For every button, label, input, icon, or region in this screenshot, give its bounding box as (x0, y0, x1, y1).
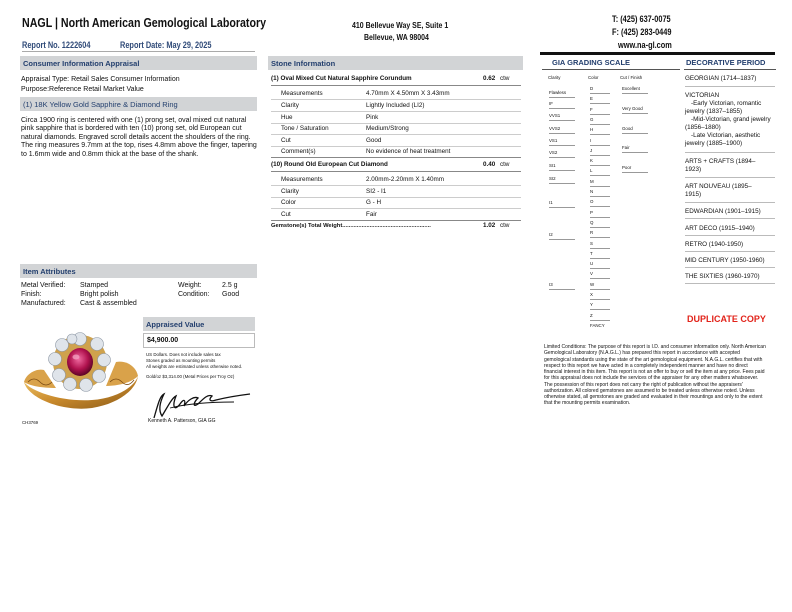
gia-cut-3-rule (622, 152, 648, 153)
gia-color-4: H (590, 127, 594, 133)
gia-clarity-5: VS2 (549, 150, 558, 155)
gia-clarity-1-rule (549, 108, 575, 109)
gia-color-22-rule (590, 320, 610, 321)
gia-color-1-rule (590, 103, 610, 104)
total-weight-unit: ctw (500, 222, 510, 229)
gia-color-22: Z (590, 312, 593, 318)
gia-clarity-3: VVS2 (549, 126, 561, 131)
stone2-value-1: SI2 - I1 (366, 188, 387, 195)
stone2-value-0: 2.00mm-2.20mm X 1.40mm (366, 176, 445, 183)
period-sixties: THE SIXTIES (1960-1970) (685, 273, 760, 280)
stone1-label-3: Tone / Saturation (281, 125, 329, 132)
gia-color-2-rule (590, 114, 610, 115)
period-victorian: VICTORIAN (685, 92, 720, 99)
gia-cut-3: Fair (622, 145, 630, 150)
gia-color-10-rule (590, 196, 610, 197)
gia-color-11: O (590, 199, 594, 205)
attributes-heading: Item Attributes (20, 264, 257, 278)
gia-clarity-6-rule (549, 170, 575, 171)
gia-color-8-rule (590, 175, 610, 176)
gia-color-10: N (590, 189, 594, 194)
gia-clarity-6: SI1 (549, 163, 556, 168)
gia-color-6: J (590, 147, 593, 153)
manufactured-label: Manufactured: (21, 300, 66, 307)
gia-color-21-rule (590, 309, 610, 310)
gia-color-12: P (590, 209, 593, 215)
period-victorian-early: -Early Victorian, romantic jewelry (1837–1855) (685, 100, 762, 115)
gia-color-18: V (590, 271, 593, 277)
gia-color-23: FANCY (590, 322, 605, 328)
gia-color-7-rule (590, 165, 610, 166)
gia-col-clarity: Clarity (548, 75, 561, 80)
gia-color-11-rule (590, 206, 610, 207)
address-line2: Bellevue, WA 98004 (364, 32, 429, 42)
stone2-label-2: Color (281, 199, 297, 206)
stone1-value-4: Good (366, 137, 382, 144)
gia-color-14: R (590, 230, 594, 236)
stone1-label-0: Measurements (281, 90, 323, 97)
gia-color-18-rule (590, 278, 610, 279)
gia-color-6-rule (590, 155, 610, 156)
gia-col-cut: Cut / Finish (620, 75, 643, 80)
condition-value: Good (222, 291, 240, 298)
gia-color-3: G (590, 116, 594, 122)
condition-label: Condition: (178, 291, 210, 298)
gia-cut-4: Poor (622, 165, 632, 170)
weight-value: 2.5 g (222, 282, 238, 289)
stone2-label-1: Clarity (281, 188, 299, 195)
appraised-note2: Stones graded as mounting permits (146, 358, 216, 363)
period-victorian-late: -Late Victorian, aesthetic jewelry (1885–1900) (685, 132, 761, 147)
gia-clarity-10-rule (549, 289, 575, 290)
duplicate-copy-stamp: DUPLICATE COPY (687, 314, 766, 324)
gia-color-7: K (590, 158, 593, 164)
gia-color-0-rule (590, 93, 610, 94)
gia-clarity-0: Flawless (549, 90, 567, 95)
stone1-value-3: Medium/Strong (366, 125, 409, 132)
gia-clarity-4-rule (549, 145, 575, 146)
gia-color-0: D (590, 86, 594, 91)
stone1-value-5: No evidence of heat treatment (366, 148, 451, 155)
stone1-title: (1) Oval Mixed Cut Natural Sapphire Corundum (271, 75, 412, 82)
fax: F: (425) 283-0449 (612, 27, 672, 37)
report-number: Report No. 1222604 (22, 40, 91, 50)
total-weight-value: 1.02 (483, 222, 496, 229)
gia-heading: GIA GRADING SCALE (542, 58, 680, 70)
period-art-nouveau: ART NOUVEAU (1895–1915) (685, 183, 752, 198)
header-divider-right (540, 52, 775, 55)
gia-color-19: W (590, 281, 595, 287)
stone1-value-2: Pink (366, 114, 379, 121)
gia-color-15-rule (590, 248, 610, 249)
appraised-note3: All weights are estimated unless otherwise noted. (146, 364, 243, 369)
gia-clarity-8: I1 (549, 200, 553, 205)
gia-color-1: E (590, 96, 593, 102)
gia-color-2: F (590, 106, 593, 112)
lab-title: NAGL | North American Gemological Laboratory (22, 15, 267, 30)
gia-color-16: T (590, 250, 593, 256)
header-divider-left (22, 51, 255, 52)
stone2-label-3: Cut (281, 211, 291, 218)
weight-label: Weight: (178, 282, 202, 289)
stone1-value-0: 4.70mm X 4.50mm X 3.43mm (366, 90, 450, 97)
period-mid-century: MID CENTURY (1950-1960) (685, 257, 765, 264)
gia-clarity-2-rule (549, 120, 575, 121)
gia-cut-2-rule (622, 133, 648, 134)
stone2-unit: ctw (500, 161, 510, 168)
gia-cut-0-rule (622, 93, 648, 94)
stone2-title: (10) Round Old European Cut Diamond (271, 161, 388, 168)
stone2-weight: 0.40 (483, 161, 496, 168)
gia-color-17-rule (590, 268, 610, 269)
stone1-divider (271, 85, 521, 86)
gia-color-9-rule (590, 186, 610, 187)
appraised-note1: US Dollars. Does not include sales tax (146, 352, 221, 357)
gia-color-5-rule (590, 145, 610, 146)
total-weight-label: Gemstone(s) Total Weight....................................................... (271, 223, 431, 229)
phone: T: (425) 637-0075 (612, 14, 671, 24)
period-victorian-mid: -Mid-Victorian, grand jewelry (1856–1880) (685, 116, 771, 131)
gia-col-color: Color (588, 75, 599, 80)
gia-color-12-rule (590, 217, 610, 218)
gia-color-8: L (590, 168, 593, 174)
gia-color-15: S (590, 240, 593, 246)
gia-cut-1: Very Good (622, 106, 643, 111)
stone1-unit: ctw (500, 75, 510, 82)
gia-cut-0: Excellent (622, 86, 640, 91)
gia-color-13: Q (590, 219, 594, 225)
stone2-value-2: G - H (366, 199, 382, 206)
period-retro: RETRO (1940-1950) (685, 241, 744, 248)
gia-color-16-rule (590, 258, 610, 259)
gia-clarity-3-rule (549, 133, 575, 134)
consumer-heading: Consumer Information Appraisal (20, 56, 257, 70)
appraiser-name: Kenneth A. Patterson, GIA GG (148, 418, 216, 424)
stone1-label-4: Cut (281, 137, 291, 144)
stone1-value-1: Lightly Included (LI2) (366, 102, 425, 109)
address-line1: 410 Bellevue Way SE, Suite 1 (352, 20, 449, 30)
period-art-deco: ART DECO (1915–1940) (685, 225, 755, 232)
stone1-weight: 0.62 (483, 75, 496, 82)
gia-cut-4-rule (622, 172, 648, 173)
gia-clarity-8-rule (549, 207, 575, 208)
gia-clarity-0-rule (549, 97, 575, 98)
gia-color-19-rule (590, 289, 610, 290)
ring-photo (22, 330, 140, 416)
gia-clarity-2: VVS1 (549, 113, 561, 118)
metal-label: Metal Verified: (21, 282, 66, 289)
appraisal-type: Appraisal Type: Retail Sales Consumer Information (21, 76, 180, 83)
period-arts-crafts: ARTS + CRAFTS (1894–1923) (685, 158, 756, 173)
stone2-label-0: Measurements (281, 176, 323, 183)
gia-clarity-1: IF (549, 101, 553, 106)
gia-color-20-rule (590, 299, 610, 300)
gia-color-9: M (590, 178, 594, 184)
gia-color-14-rule (590, 237, 610, 238)
stone1-label-1: Clarity (281, 102, 299, 109)
gia-cut-1-rule (622, 113, 648, 114)
metal-value: Stamped (80, 282, 109, 289)
image-code: CH3769 (22, 420, 39, 425)
gia-clarity-9: I2 (549, 232, 553, 237)
appraised-value: $4,900.00 (143, 333, 255, 348)
gia-color-4-rule (590, 134, 610, 135)
appraised-heading: Appraised Value (143, 317, 255, 331)
period-georgian: GEORGIAN (1714–1837) (685, 75, 757, 82)
manufactured-value: Cast & assembled (80, 300, 137, 307)
gia-color-17: U (590, 261, 594, 267)
limited-conditions: Limited Conditions: The purpose of this report is I.D. and consumer information only. North American Gemological Laboratory (N.A.G.L.) has prepared this report in accordance with accepted gemological standards using the state of the art gemological equipment. N.A.G.L. certifies that with respect to this report we have acted in a completely independent manner and have no direct financial interest in this item. This report is not an offer to buy or sell the item at any price. Fees paid for this appraisal does not include the services of the appraiser for any other matters whatsoever. The possession of this report does not carry the right of publication without the appraisers' authorization. All colored gemstones are assumed to be treated unless otherwise noted. Unless otherwise stated, all gemstones are graded and evaluated in their mountings and only to the extent that the mounting permits examination. (544, 344, 766, 407)
finish-value: Bright polish (80, 291, 119, 298)
gia-clarity-9-rule (549, 239, 575, 240)
gia-clarity-7-rule (549, 183, 575, 184)
appraisal-purpose: Purpose:Reference Retail Market Value (21, 86, 144, 93)
gia-clarity-10: I3 (549, 282, 553, 287)
stone1-label-2: Hue (281, 114, 293, 121)
stone2-value-3: Fair (366, 211, 377, 218)
gia-cut-2: Good (622, 126, 633, 131)
gia-color-5: I (590, 137, 592, 143)
gia-clarity-5-rule (549, 157, 575, 158)
gia-color-21: Y (590, 302, 593, 308)
period-heading: DECORATIVE PERIOD (684, 58, 776, 70)
gia-color-13-rule (590, 227, 610, 228)
report-date: Report Date: May 29, 2025 (120, 40, 212, 50)
gia-clarity-7: SI2 (549, 176, 556, 181)
finish-label: Finish: (21, 291, 42, 298)
item-description: Circa 1900 ring is centered with one (1) prong set, oval mixed cut natural pink sapphire that is bordered with ten (10) prong set, old European cut natural diamonds. Engraved scroll details accent the shoulders of the ring. The ring measures 9.7mm at the top, rises 4.8mm above the finger, tapering to 1.6mm wide and 0.8mm thick at the base of the shank. (21, 117, 257, 158)
stone1-label-5: Comment(s) (281, 148, 316, 155)
gia-clarity-4: VS1 (549, 138, 558, 143)
period-edwardian: EDWARDIAN (1901–1915) (685, 208, 761, 215)
gold-price: Gold/oz $3,314.00 (Metal Prices per Troy Oz) (146, 374, 235, 379)
gia-color-3-rule (590, 124, 610, 125)
website[interactable]: www.na-gl.com (618, 40, 672, 50)
stone-heading: Stone Information (268, 56, 523, 70)
item-title: (1) 18K Yellow Gold Sapphire & Diamond Ring (20, 97, 257, 111)
gia-color-20: X (590, 292, 593, 297)
